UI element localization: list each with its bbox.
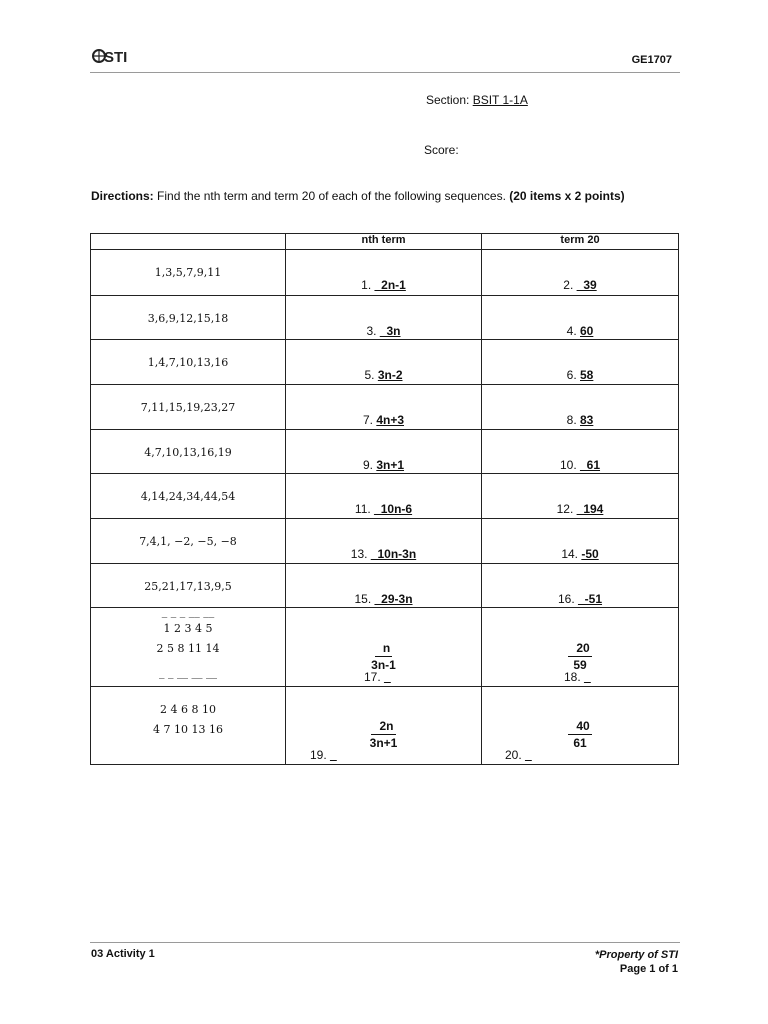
nth-answer: _29-3n: [374, 592, 413, 606]
sequence-cell: 4,14,24,34,44,54: [91, 474, 286, 519]
table-row: [91, 250, 679, 296]
item-number: 15.: [354, 592, 372, 606]
answer-blank: _: [384, 670, 391, 684]
item-number: 14.: [561, 547, 578, 561]
term20-answer: 58: [580, 368, 594, 382]
item-number: 20.: [505, 748, 522, 762]
fraction-denominator: 59: [573, 658, 587, 672]
nth-answer: _10n-3n: [370, 547, 417, 561]
sequence-cell: 7,4,1, −2, −5, −8: [91, 519, 286, 564]
logo-text: STI: [104, 49, 128, 66]
fraction-denominator: 3n+1: [369, 736, 398, 750]
section-label: Section:: [426, 93, 470, 107]
nth-answer: _10n-6: [374, 502, 413, 516]
score-label: Score:: [424, 143, 459, 157]
item-number: 12.: [556, 502, 574, 516]
item-number: 17.: [364, 670, 381, 684]
footer-right: [595, 948, 678, 976]
nth-fraction: [286, 719, 481, 750]
sequence-table: [90, 233, 679, 765]
fraction-numerator: n: [375, 641, 392, 657]
sequence-denominators: 2 5 8 11 14: [156, 642, 220, 655]
item-label: [505, 748, 532, 762]
sequence-cell: 1,3,5,7,9,11: [91, 250, 286, 296]
term20-answer: _-51: [578, 592, 603, 606]
nth-cell: [286, 385, 482, 430]
header-sequence: [91, 234, 286, 250]
term20-answer: -50: [581, 547, 599, 561]
sequence-top-dashes: _ _ _ __ __: [161, 605, 215, 618]
item-number: 2.: [563, 278, 574, 292]
sequence-cell: 1,4,7,10,13,16: [91, 340, 286, 385]
term20-answer: 60: [580, 324, 594, 338]
item-number: 13.: [350, 547, 368, 561]
item-label: [564, 670, 591, 684]
item-number: 19.: [310, 748, 327, 762]
nth-cell: [286, 250, 482, 296]
item-label: [364, 670, 391, 684]
term20-cell: [482, 474, 679, 519]
item-number: 6.: [566, 368, 577, 382]
footer-activity: 03 Activity 1: [91, 948, 155, 960]
sequence-cell: [91, 605, 286, 687]
nth-cell: [286, 687, 482, 765]
answer-blank: _: [525, 748, 532, 762]
term20-cell: [482, 564, 679, 608]
sequence-denominators: 4 7 10 13 16: [153, 723, 223, 736]
nth-cell: [286, 608, 482, 687]
header-term-20: term 20: [482, 234, 679, 250]
table-row: [91, 687, 679, 765]
term20-cell: [482, 250, 679, 296]
item-number: 8.: [566, 413, 577, 427]
header-divider: [90, 72, 680, 73]
nth-answer: _3n: [379, 324, 401, 338]
table-row: [91, 608, 679, 687]
sti-logo: [92, 46, 132, 66]
footer-property: *Property of STI: [594, 949, 678, 961]
item-label: [310, 748, 337, 762]
term20-answer: _39: [576, 278, 597, 292]
term20-cell: [482, 340, 679, 385]
header-nth-term: nth term: [286, 234, 482, 250]
term20-cell: [482, 385, 679, 430]
nth-cell: [286, 474, 482, 519]
table-row: [91, 340, 679, 385]
term20-cell: [482, 608, 679, 687]
course-code: GE1707: [631, 54, 672, 66]
fraction-numerator: 40: [568, 719, 591, 735]
item-number: 18.: [564, 670, 581, 684]
answer-blank: _: [584, 670, 591, 684]
nth-cell: [286, 519, 482, 564]
term20-cell: [482, 687, 679, 765]
item-number: 3.: [366, 324, 377, 338]
sequence-cell: 3,6,9,12,15,18: [91, 296, 286, 340]
item-number: 11.: [354, 502, 371, 516]
item-number: 9.: [362, 458, 373, 472]
sequence-bottom-dashes: _ _ __ __ __: [159, 666, 217, 679]
nth-answer: 3n+1: [376, 458, 405, 472]
table-row: [91, 474, 679, 519]
footer-divider: [90, 942, 680, 943]
item-number: 1.: [361, 278, 372, 292]
term20-cell: [482, 296, 679, 340]
section-field: [426, 93, 528, 107]
table-row: [91, 296, 679, 340]
table-row: [91, 430, 679, 474]
sequence-numerators: 1 2 3 4 5: [163, 622, 213, 635]
fraction-numerator: 20: [568, 641, 591, 657]
term20-cell: [482, 519, 679, 564]
item-number: 16.: [557, 592, 575, 606]
term20-answer: 83: [580, 413, 594, 427]
fraction-denominator: 3n-1: [371, 658, 396, 672]
answer-blank: _: [330, 748, 337, 762]
nth-fraction: [286, 641, 481, 672]
table-row: [91, 564, 679, 608]
term20-answer: _194: [576, 502, 604, 516]
table-row: [91, 519, 679, 564]
nth-cell: [286, 296, 482, 340]
nth-answer: _2n-1: [374, 278, 406, 292]
directions-label: Directions:: [91, 189, 154, 203]
directions: [91, 189, 625, 203]
nth-cell: [286, 430, 482, 474]
fraction-denominator: 61: [573, 736, 587, 750]
section-value: BSIT 1-1A: [472, 93, 528, 107]
sequence-numerators: 2 4 6 8 10: [160, 703, 216, 716]
directions-points: (20 items x 2 points): [509, 189, 625, 203]
sequence-cell: [91, 687, 286, 765]
sequence-cell: 4,7,10,13,16,19: [91, 430, 286, 474]
term20-fraction: [482, 641, 678, 672]
table-header-row: [91, 234, 679, 250]
nth-answer: 4n+3: [376, 413, 405, 427]
item-number: 7.: [362, 413, 373, 427]
directions-text: Find the nth term and term 20 of each of the following sequences.: [157, 189, 506, 203]
nth-cell: [286, 564, 482, 608]
item-number: 5.: [364, 368, 375, 382]
term20-answer: _61: [580, 458, 601, 472]
fraction-numerator: 2n: [371, 719, 395, 735]
term20-cell: [482, 430, 679, 474]
item-number: 10.: [559, 458, 577, 472]
term20-fraction: [482, 719, 678, 750]
nth-answer: 3n-2: [377, 368, 403, 382]
footer-page: Page 1 of 1: [619, 963, 678, 975]
sequence-cell: 25,21,17,13,9,5: [91, 564, 286, 608]
item-number: 4.: [566, 324, 577, 338]
nth-cell: [286, 340, 482, 385]
table-row: [91, 385, 679, 430]
sequence-cell: 7,11,15,19,23,27: [91, 385, 286, 430]
